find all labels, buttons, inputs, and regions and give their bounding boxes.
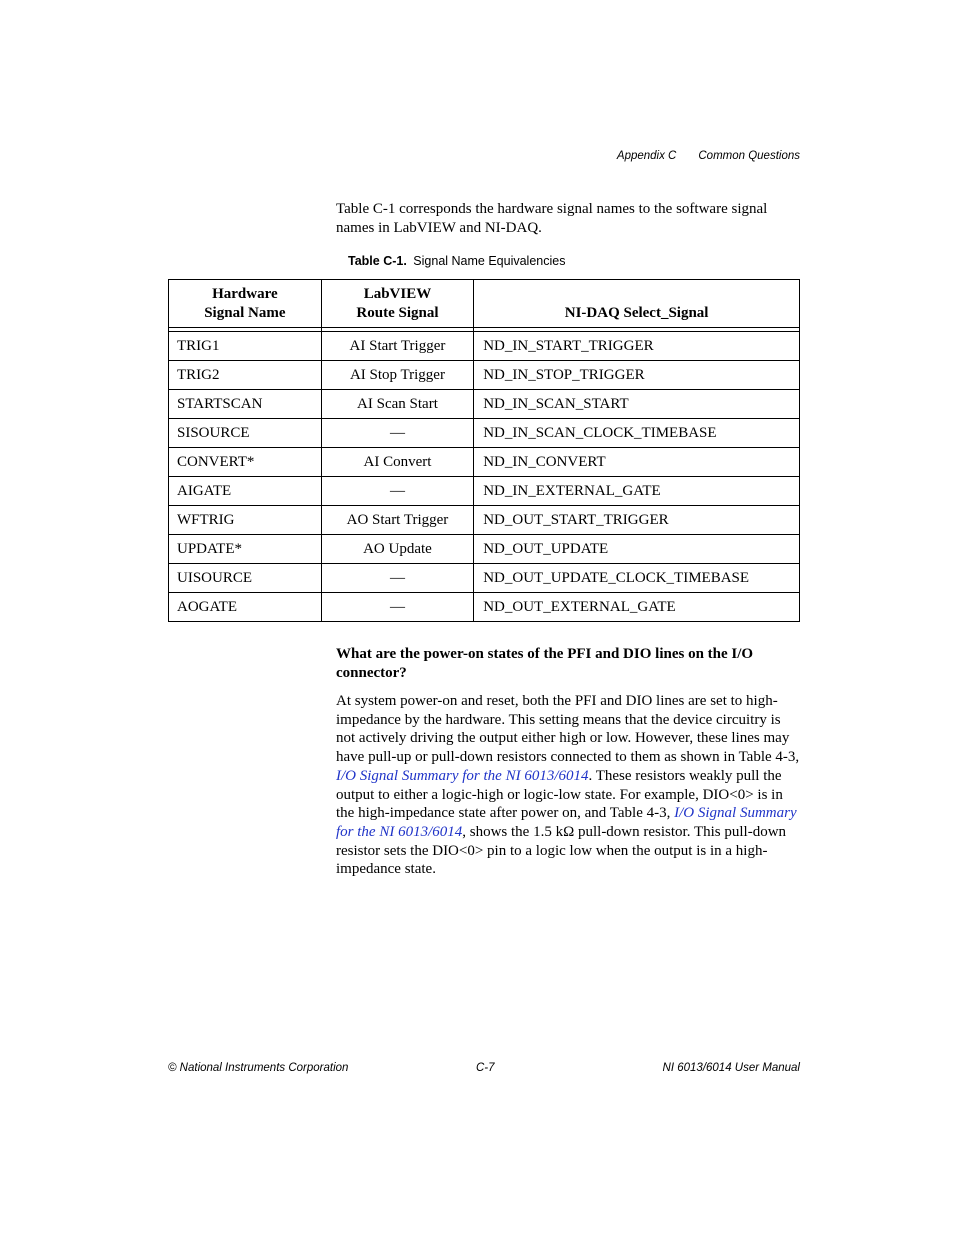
cell-labview: —: [321, 593, 474, 622]
cell-labview: —: [321, 477, 474, 506]
header-col1-line2: Signal Name: [204, 305, 286, 321]
cell-labview: AI Start Trigger: [321, 332, 474, 361]
cell-nidaq: ND_IN_EXTERNAL_GATE: [474, 477, 800, 506]
footer-copyright: © National Instruments Corporation: [168, 1062, 349, 1074]
cell-hardware: TRIG2: [169, 361, 322, 390]
cell-nidaq: ND_IN_SCAN_CLOCK_TIMEBASE: [474, 419, 800, 448]
footer-manual-title: NI 6013/6014 User Manual: [662, 1062, 800, 1074]
cell-nidaq: ND_OUT_UPDATE: [474, 535, 800, 564]
cell-hardware: AIGATE: [169, 477, 322, 506]
header-hardware-signal-name: [169, 280, 322, 328]
cell-labview: AO Start Trigger: [321, 506, 474, 535]
table-row: [169, 419, 800, 448]
cell-labview: AI Convert: [321, 448, 474, 477]
header-col1-line1: Hardware: [212, 286, 278, 302]
cell-hardware: UISOURCE: [169, 564, 322, 593]
header-col2-line2: Route Signal: [356, 305, 439, 321]
cell-nidaq: ND_OUT_EXTERNAL_GATE: [474, 593, 800, 622]
table-row: [169, 535, 800, 564]
cell-hardware: UPDATE*: [169, 535, 322, 564]
header-section: Common Questions: [698, 150, 800, 162]
cell-labview: —: [321, 564, 474, 593]
signal-name-table: [168, 279, 800, 622]
table-row: [169, 477, 800, 506]
table-row: [169, 390, 800, 419]
cell-hardware: TRIG1: [169, 332, 322, 361]
footer-page-number: C-7: [476, 1062, 495, 1074]
cell-labview: AI Stop Trigger: [321, 361, 474, 390]
running-header: [617, 150, 800, 162]
cell-labview: —: [321, 419, 474, 448]
cell-hardware: STARTSCAN: [169, 390, 322, 419]
answer-text-2: . These resistors weakly pull the output to either a logic-high or logic-low state. For example, DIO<0> is in the high-impedance state after power on, and Table 4-3,: [336, 767, 783, 822]
header-nidaq-select-signal: NI-DAQ Select_Signal: [474, 280, 800, 328]
table-row: [169, 361, 800, 390]
header-labview-route-signal: [321, 280, 474, 328]
cell-labview: AI Scan Start: [321, 390, 474, 419]
table-row: [169, 593, 800, 622]
table-header-row: [169, 280, 800, 328]
cell-nidaq: ND_IN_SCAN_START: [474, 390, 800, 419]
cell-hardware: WFTRIG: [169, 506, 322, 535]
faq-question: What are the power-on states of the PFI and DIO lines on the I/O connector?: [336, 646, 754, 681]
table-row: [169, 564, 800, 593]
table-caption-label: Table C-1.: [348, 254, 407, 268]
cell-nidaq: ND_OUT_UPDATE_CLOCK_TIMEBASE: [474, 564, 800, 593]
header-appendix: Appendix C: [616, 150, 677, 162]
answer-text-3: , shows the 1.5 kΩ pull-down resistor. This pull-down resistor sets the DIO<0> pin to a logic low when the output is in a high-impedance state.: [336, 823, 787, 878]
header-col2-line1: LabVIEW: [363, 286, 432, 302]
cell-nidaq: ND_IN_CONVERT: [474, 448, 800, 477]
table-row: [169, 506, 800, 535]
cell-labview: AO Update: [321, 535, 474, 564]
answer-text-1: At system power-on and reset, both the PFI and DIO lines are set to high-impedance by the hardware. This setting means that the device circuitry is not actively driving the output either high or low. However, these lines may have pull-up or pull-down resistors connected to them as shown in Table 4-3,: [336, 693, 800, 766]
cell-hardware: AOGATE: [169, 593, 322, 622]
faq-answer: [336, 692, 800, 879]
table-row: [169, 448, 800, 477]
table-caption: [348, 254, 565, 268]
io-signal-summary-link-2[interactable]: I/O Signal Summary for the NI 6013/6014: [336, 805, 797, 840]
table-row: [169, 332, 800, 361]
cell-hardware: SISOURCE: [169, 419, 322, 448]
cell-nidaq: ND_IN_START_TRIGGER: [474, 332, 800, 361]
intro-paragraph: Table C-1 corresponds the hardware signal names to the software signal names in LabVIEW and NI-DAQ.: [336, 201, 768, 236]
cell-nidaq: ND_IN_STOP_TRIGGER: [474, 361, 800, 390]
table-caption-text: Signal Name Equivalencies: [413, 254, 566, 268]
cell-nidaq: ND_OUT_START_TRIGGER: [474, 506, 800, 535]
cell-hardware: CONVERT*: [169, 448, 322, 477]
io-signal-summary-link[interactable]: I/O Signal Summary for the NI 6013/6014: [336, 767, 589, 784]
